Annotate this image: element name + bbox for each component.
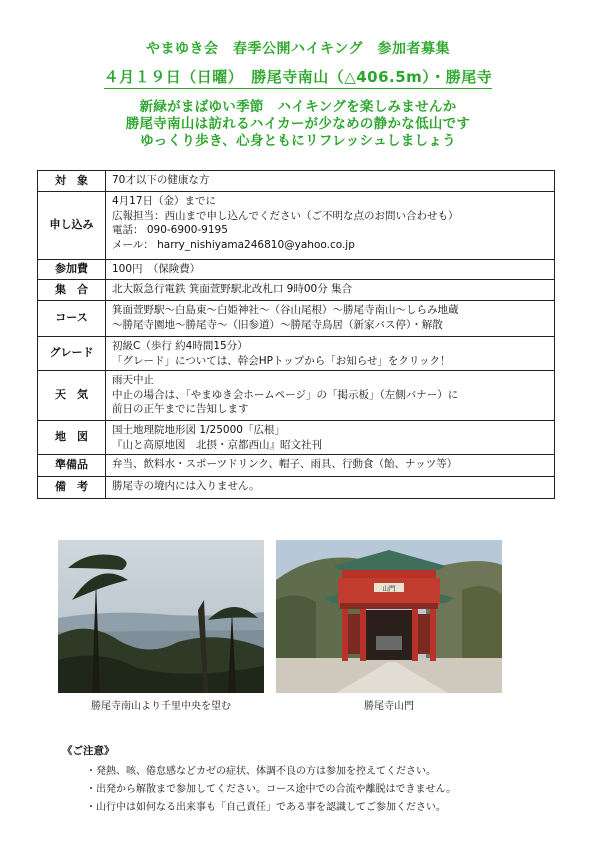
table-row <box>38 192 555 260</box>
table-row <box>38 337 555 371</box>
row-label-map: 地 図 <box>38 421 106 455</box>
mountain-view-caption: 勝尾寺南山より千里中央を望む <box>91 701 231 712</box>
table-row <box>38 301 555 337</box>
row-label-meeting: 集 合 <box>38 280 106 301</box>
note-item: ・山行中は如何なる出来事も「自己責任」である事を認識してご参加ください。 <box>86 802 446 813</box>
row-value-weather: 雨天中止 中止の場合は、「やまゆき会ホームページ」の「掲示板」（左側バナー）に 前日の正午までに告知します <box>106 371 555 421</box>
temple-gate-photo <box>276 540 502 693</box>
table-row <box>38 260 555 280</box>
row-value-meeting: 北大阪急行電鉄 箕面萱野駅北改札口 9時00分 集合 <box>106 280 555 301</box>
row-value-course: 箕面萱野駅～白島東～白姫神社～（谷山尾根）～勝尾寺南山～しらみ地蔵 ～勝尾寺園地～勝尾寺～（旧参道）～勝尾寺鳥居（新家バス停）・解散 <box>106 301 555 337</box>
gate-sign: 山門 <box>382 584 396 593</box>
row-label-fee: 参加費 <box>38 260 106 280</box>
tagline-line: 勝尾寺南山は訪れるハイカーが少なめの静かな低山です <box>125 116 471 132</box>
table-row <box>38 171 555 192</box>
row-label-application: 申し込み <box>38 192 106 260</box>
row-value-grade: 初級C（歩行 約4時間15分） 「グレード」については、幹会HPトップから「お知らせ」をクリック！ <box>106 337 555 371</box>
row-label-grade: グレード <box>38 337 106 371</box>
note-item: ・出発から解散まで参加してください。コース途中での合流や離脱はできません。 <box>86 784 457 795</box>
table-row <box>38 421 555 455</box>
event-date-subtitle: ４月１９日（日曜） 勝尾寺南山（△406.5m）・勝尾寺 <box>104 66 493 89</box>
table-row <box>38 455 555 477</box>
row-value-items: 弁当、飲料水・スポーツドリンク、帽子、雨具、行動食（飴、ナッツ等） <box>106 455 555 477</box>
row-label-remarks: 備 考 <box>38 477 106 499</box>
row-label-weather: 天 気 <box>38 371 106 421</box>
row-label-course: コース <box>38 301 106 337</box>
event-info-table <box>37 170 555 499</box>
row-label-target: 対 象 <box>38 171 106 192</box>
table-row <box>38 477 555 499</box>
temple-gate-caption: 勝尾寺山門 <box>364 701 414 712</box>
row-value-remarks: 勝尾寺の境内には入りません。 <box>106 477 555 499</box>
row-value-target: 70才以下の健康な方 <box>106 171 555 192</box>
row-value-fee: 100円 （保険費） <box>106 260 555 280</box>
notes-title: 《ご注意》 <box>62 745 115 757</box>
table-row <box>38 280 555 301</box>
tagline-line: 新緑がまばゆい季節 ハイキングを楽しみませんか <box>139 99 457 115</box>
row-value-map: 国土地理院地形図 1/25000「広根」 『山と高原地図 北摂・京都西山』昭文社刊 <box>106 421 555 455</box>
note-item: ・発熱、咳、倦怠感などカゼの症状、体調不良の方は参加を控えてください。 <box>86 766 436 777</box>
page-title: やまゆき会 春季公開ハイキング 参加者募集 <box>145 41 451 57</box>
table-row <box>38 371 555 421</box>
row-label-items: 準備品 <box>38 455 106 477</box>
mountain-view-photo <box>58 540 264 693</box>
tagline-line: ゆっくり歩き、心身ともにリフレッシュしましょう <box>140 133 456 149</box>
row-value-application: 4月17日（金）までに 広報担当：西山まで申し込んでください（ご不明な点のお問い合わせも） 電話： 090-6900-9195 メール： harry_nishiyama246810@yahoo.co.jp <box>106 192 555 260</box>
